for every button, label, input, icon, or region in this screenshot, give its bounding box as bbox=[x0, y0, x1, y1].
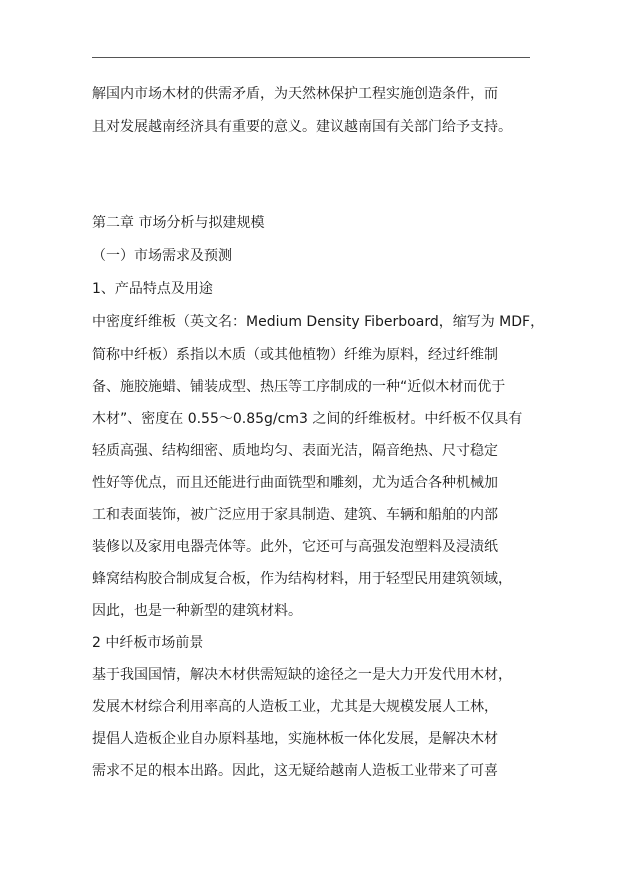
paragraph-line: 因此，也是一种新型的建筑材料。 bbox=[92, 603, 302, 619]
subsection-title: 1、产品特点及用途 bbox=[92, 281, 213, 297]
paragraph-line: 性好等优点，而且还能进行曲面铣型和雕刻，尤为适合各种机械加 bbox=[92, 475, 498, 491]
section-title: （一）市场需求及预测 bbox=[92, 248, 232, 264]
paragraph-line: 发展木材综合利用率高的人造板工业，尤其是大规模发展人工林， bbox=[92, 699, 498, 715]
intro-line: 且对发展越南经济具有重要的意义。建议越南国有关部门给予支持。 bbox=[92, 119, 512, 135]
paragraph-line: 提倡人造板企业自办原料基地，实施林板一体化发展，是解决木材 bbox=[92, 731, 498, 747]
paragraph-line: 蜂窝结构胶合制成复合板，作为结构材料，用于轻型民用建筑领域， bbox=[92, 571, 512, 587]
subsection-title: 2 中纤板市场前景 bbox=[92, 635, 204, 651]
paragraph-line: 装修以及家用电器壳体等。此外，它还可与高强发泡塑料及浸渍纸 bbox=[92, 539, 498, 555]
paragraph-line: 轻质高强、结构细密、质地均匀、表面光洁，隔音绝热、尺寸稳定 bbox=[92, 443, 498, 459]
header-rule bbox=[92, 57, 530, 58]
paragraph-line: 需求不足的根本出路。因此，这无疑给越南人造板工业带来了可喜 bbox=[92, 763, 498, 779]
paragraph-line: 备、施胶施蜡、铺装成型、热压等工序制成的一种“近似木材而优于 bbox=[92, 379, 506, 395]
paragraph-line: 工和表面装饰，被广泛应用于家具制造、建筑、车辆和船舶的内部 bbox=[92, 507, 498, 523]
chapter-title: 第二章 市场分析与拟建规模 bbox=[92, 215, 265, 231]
paragraph-line: 基于我国国情，解决木材供需短缺的途径之一是大力开发代用木材， bbox=[92, 667, 512, 683]
paragraph-line: 简称中纤板）系指以木质（或其他植物）纤维为原料，经过纤维制 bbox=[92, 347, 498, 363]
paragraph-line: 木材”、密度在 0.55～0.85g/cm3 之间的纤维板材。中纤板不仅具有 bbox=[92, 411, 523, 427]
intro-line: 解国内市场木材的供需矛盾，为天然林保护工程实施创造条件，而 bbox=[92, 86, 498, 102]
paragraph-line: 中密度纤维板（英文名：Medium Density Fiberboard，缩写为 MDF， bbox=[92, 314, 545, 330]
